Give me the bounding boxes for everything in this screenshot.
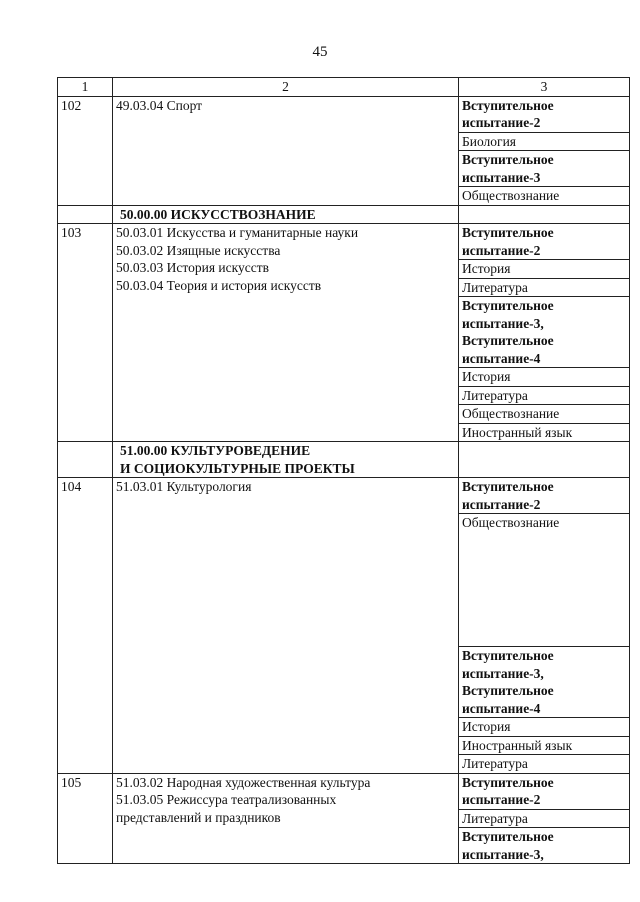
header-cell: 1	[58, 78, 113, 97]
program-line: 49.03.04 Спорт	[116, 97, 203, 113]
table-row	[58, 773, 630, 809]
subject-cell: Литература	[459, 809, 630, 828]
section-title	[113, 442, 459, 478]
program-cell	[113, 478, 459, 774]
table-row	[58, 96, 630, 132]
subject-cell: Иностранный язык	[459, 736, 630, 755]
program-cell	[113, 773, 459, 864]
table-header-row	[58, 78, 630, 97]
program-cell	[113, 96, 459, 205]
subject-cell: Литература	[459, 755, 630, 774]
subject-cell: История	[459, 368, 630, 387]
subject-cell: Вступительное испытание-2	[459, 478, 630, 514]
program-line: 51.03.05 Режиссура театрализованных	[116, 792, 337, 807]
program-line: представлений и праздников	[116, 809, 281, 825]
subject-cell: Иностранный язык	[459, 423, 630, 442]
program-line: 51.03.01 Культурология	[116, 479, 252, 494]
subject-cell: Обществознание	[459, 405, 630, 424]
section-title-line: 51.00.00 КУЛЬТУРОВЕДЕНИЕ	[120, 443, 311, 458]
program-line: 50.03.04 Теория и история искусств	[116, 277, 322, 293]
empty-cell	[58, 205, 113, 224]
program-line: 51.03.02 Народная художественная культура	[116, 774, 371, 790]
subject-cell: Вступительное испытание-2	[459, 773, 630, 809]
subject-cell: Обществознание	[459, 187, 630, 206]
subject-cell: Вступительное испытание-2	[459, 224, 630, 260]
program-line: 50.03.02 Изящные искусства	[116, 242, 281, 258]
subject-cell: Вступительное испытание-3,	[459, 828, 630, 864]
page-number: 45	[312, 44, 328, 60]
empty-cell	[459, 442, 630, 478]
table-row	[58, 224, 630, 260]
header-cell: 3	[459, 78, 630, 97]
subject-cell: Вступительное испытание-3, Вступительное испытание-4	[459, 647, 630, 718]
table-row	[58, 478, 630, 514]
subject-cell: Вступительное испытание-2	[459, 96, 630, 132]
section-title: 50.00.00 ИСКУССТВОЗНАНИЕ	[113, 205, 459, 224]
header-cell: 2	[113, 78, 459, 97]
subject-cell: Литература	[459, 278, 630, 297]
empty-cell	[58, 442, 113, 478]
subject-cell: Обществознание	[459, 514, 630, 647]
subject-cell: Биология	[459, 132, 630, 151]
row-number: 102	[58, 96, 113, 205]
program-line: 50.03.03 История искусств	[116, 260, 269, 275]
subject-cell: История	[459, 260, 630, 279]
subject-cell: Вступительное испытание-3, Вступительное испытание-4	[459, 297, 630, 368]
program-cell	[113, 224, 459, 442]
section-title-line: И СОЦИОКУЛЬТУРНЫЕ ПРОЕКТЫ	[120, 460, 355, 476]
row-number: 103	[58, 224, 113, 442]
section-row	[58, 205, 630, 224]
row-number: 104	[58, 478, 113, 774]
subject-cell: Литература	[459, 386, 630, 405]
section-row	[58, 442, 630, 478]
row-number: 105	[58, 773, 113, 864]
program-line: 50.03.01 Искусства и гуманитарные науки	[116, 225, 359, 240]
subject-cell: История	[459, 718, 630, 737]
subject-cell: Вступительное испытание-3	[459, 151, 630, 187]
empty-cell	[459, 205, 630, 224]
admission-table	[57, 77, 630, 864]
